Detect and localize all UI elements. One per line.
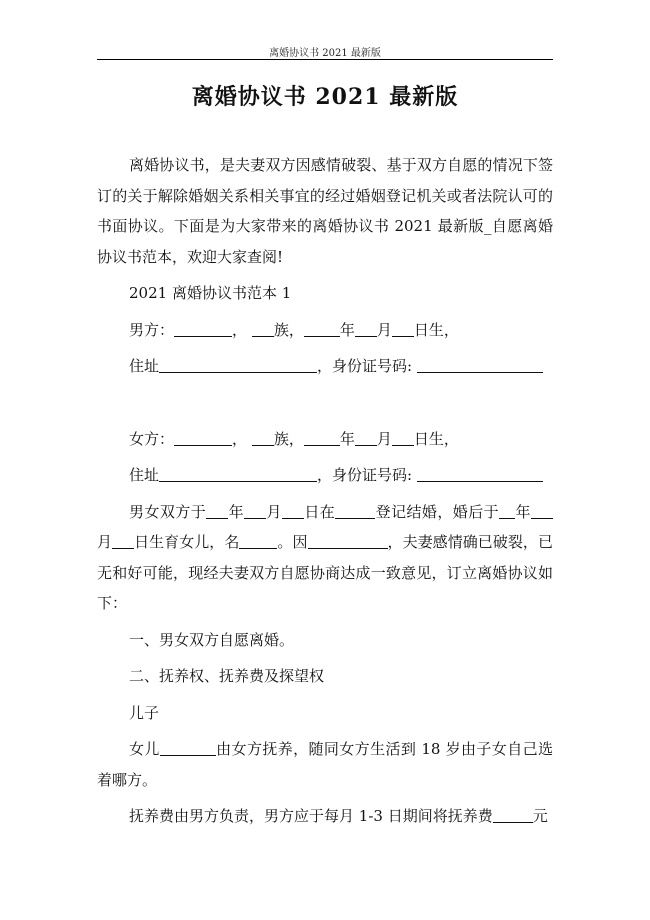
blank-field [392,429,414,446]
page-header: 离婚协议书 2021 最新版 [269,48,381,59]
blank-field [174,320,232,337]
blank-field [499,502,515,519]
blank-field [417,356,543,373]
support-paragraph: 抚养费由男方负责，男方应于每月 1-3 日期间将抚养费 元 [129,807,548,825]
female-address-line: 住址 ，身份证号码: [97,460,553,491]
blank-field [308,532,388,549]
blank-field [174,429,232,446]
female-party-line: 女方： ， 族， 年 月 日生， [129,429,459,448]
blank-field [304,429,340,446]
blank-field [159,465,317,482]
blank-field [335,502,375,519]
clause-2: 二、抚养权、抚养费及探望权 [129,667,325,685]
document-body [97,150,553,838]
blank-field [531,502,553,519]
blank-field [282,502,304,519]
document-title: 离婚协议书 2021 最新版 [191,84,459,110]
blank-field [355,320,377,337]
blank-field [159,356,317,373]
male-party-line: 男方： ， 族， 年 月 日生， [129,320,459,339]
clause-1: 一、男女双方自愿离婚。 [129,630,295,649]
son-line: 儿子 [129,703,160,722]
header-rule [97,59,553,60]
intro-paragraph: 离婚协议书，是夫妻双方因感情破裂、基于双方自愿的情况下签订的关于解除婚姻关系相关事宜的经过婚姻登记机关或者法院认可的书面协议。下面是为大家带来的离婚协议书 2021 最新版_自愿离婚协议书范本，欢迎大家查阅! [97,156,553,266]
blank-field [252,429,274,446]
marriage-paragraph: 男女双方于 年 月 日在 登记结婚，婚后于 年月 日生育女儿，名 。因 ，夫妻感情确已破裂，已无和好可能，现经夫妻双方自愿协商达成一致意见，订立离婚协议如下： [97,502,553,612]
blank-field [112,532,134,549]
blank-field [392,320,414,337]
male-address-line: 住址 ，身份证号码: [97,351,553,382]
blank-field [160,739,216,756]
blank-field [239,532,277,549]
blank-field [244,502,266,519]
blank-field [417,465,543,482]
sample-title: 2021 离婚协议书范本 1 [129,284,292,302]
blank-field [206,502,228,519]
blank-field [493,806,533,823]
blank-field [355,429,377,446]
blank-field [252,320,274,337]
blank-field [304,320,340,337]
daughter-paragraph: 女儿 由女方抚养，随同女方生活到 18 岁由子女自己选着哪方。 [97,740,553,789]
